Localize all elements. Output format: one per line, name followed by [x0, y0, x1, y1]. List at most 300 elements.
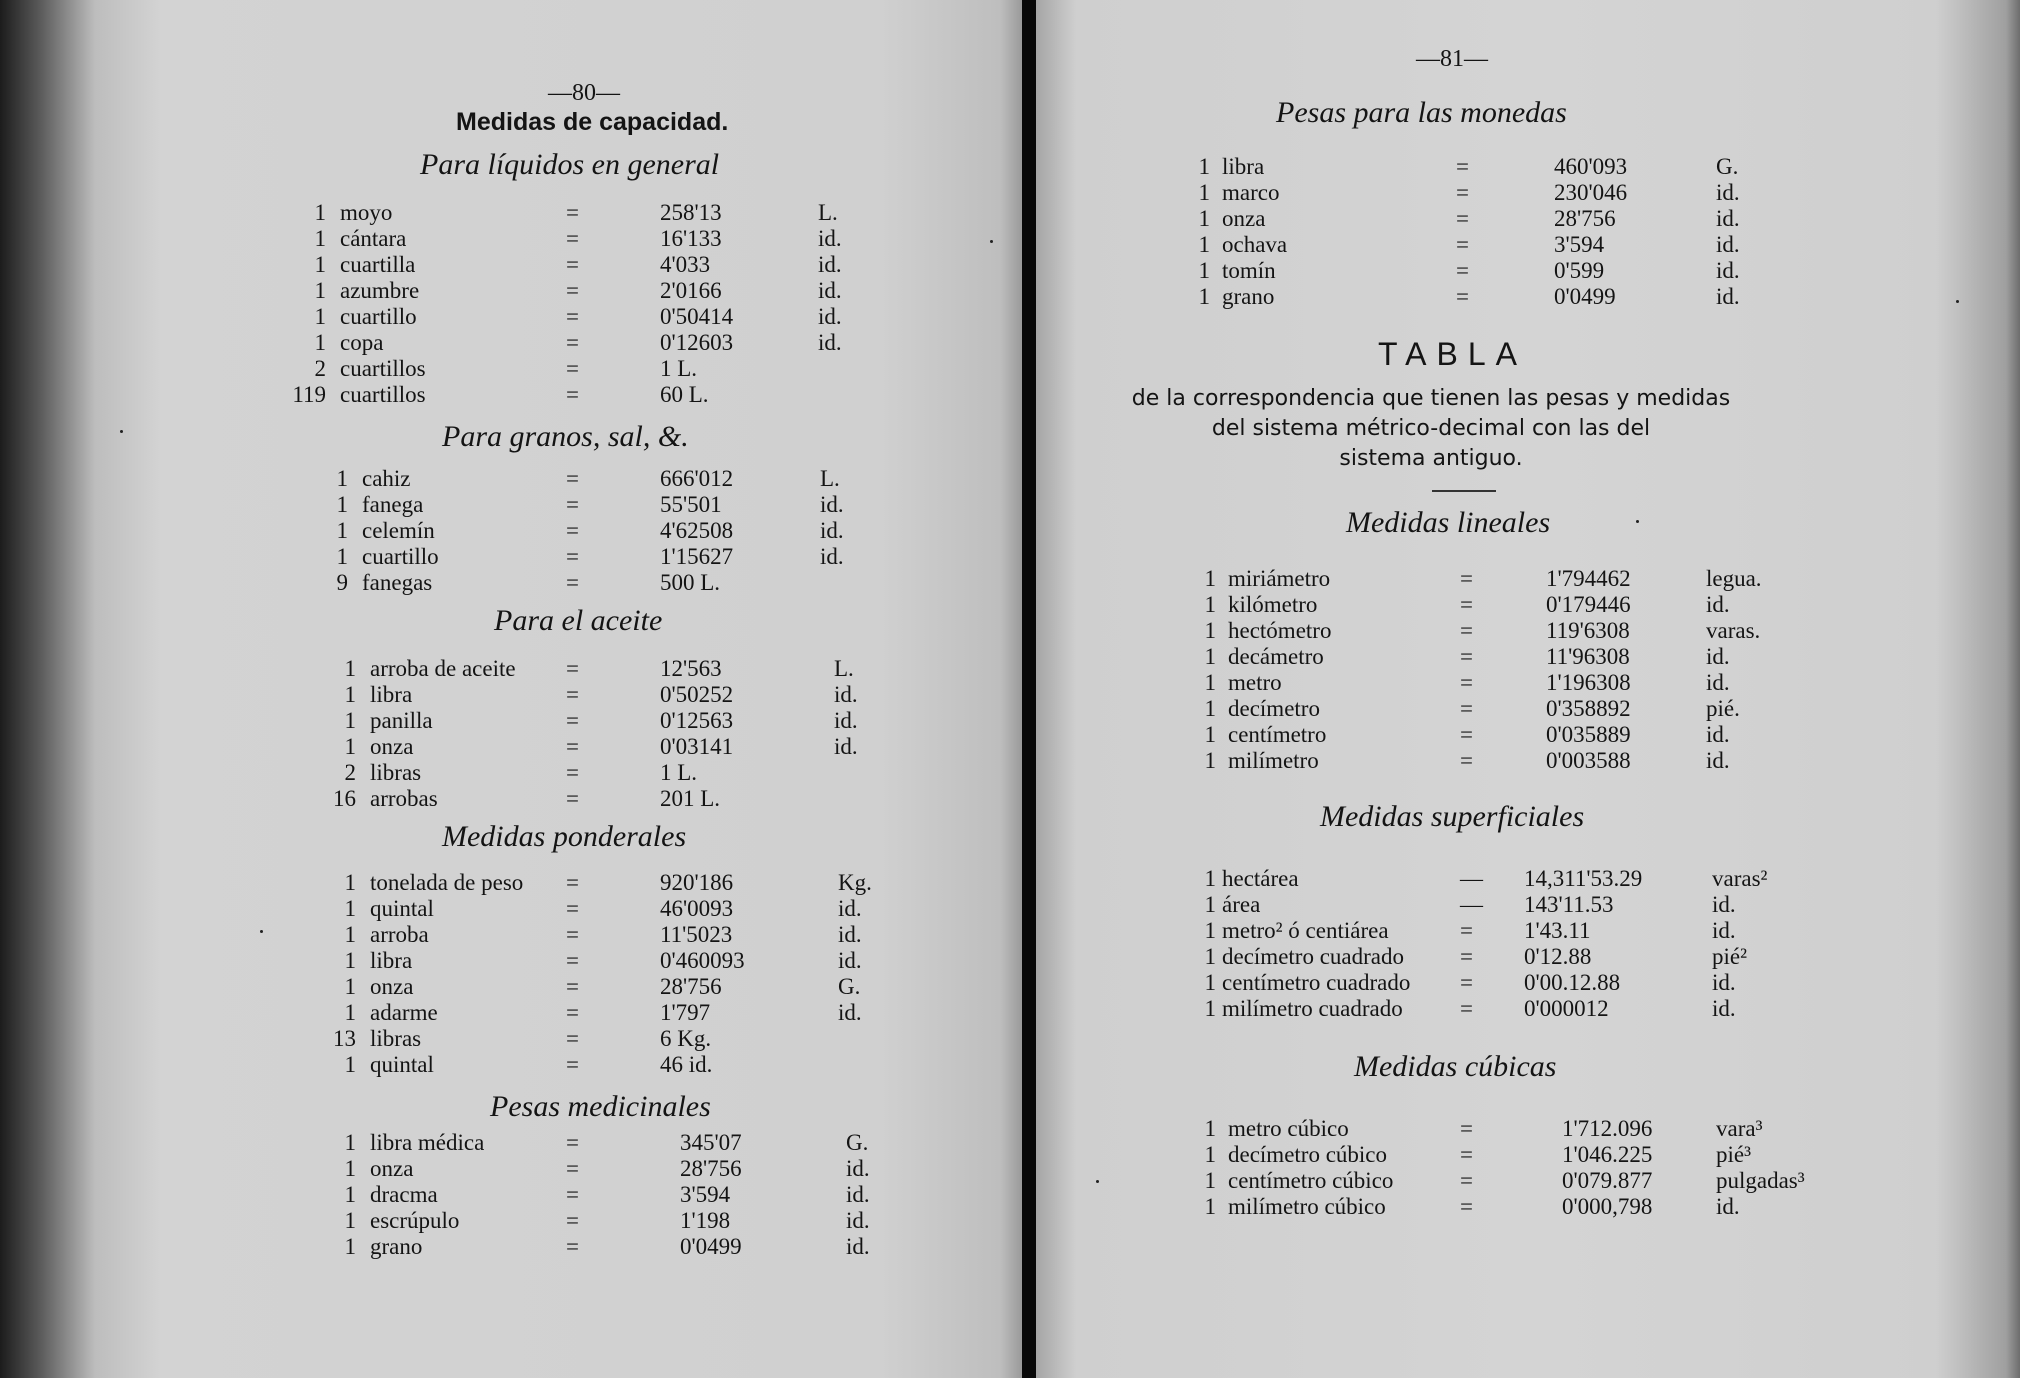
- cell-qty: 1: [344, 734, 356, 759]
- table-row: [0, 682, 1022, 708]
- cell-unit: G.: [846, 1130, 869, 1155]
- cell-name: copa: [340, 330, 384, 355]
- cell-val: 1'43.11: [1524, 918, 1591, 943]
- cell-eq: =: [566, 760, 579, 785]
- cell-unit: id.: [818, 226, 842, 251]
- cell-eq: =: [566, 1052, 579, 1077]
- table-row: [1036, 232, 2020, 258]
- cell-unit: id.: [846, 1156, 870, 1181]
- cell-name: panilla: [370, 708, 433, 733]
- cell-qty: 1: [1204, 618, 1216, 643]
- cell-eq: =: [566, 570, 579, 595]
- cell-qty: 1: [314, 200, 326, 225]
- cell-eq: —: [1460, 866, 1483, 891]
- cell-name: quintal: [370, 896, 434, 921]
- cell-unit: L.: [834, 656, 854, 681]
- section-heading: Para el aceite: [494, 604, 663, 637]
- cell-qty: 1: [344, 1000, 356, 1025]
- cell-unit: id.: [838, 1000, 862, 1025]
- cell-eq: =: [1460, 722, 1473, 747]
- cell-val: 0'599: [1554, 258, 1605, 283]
- cell-unit: id.: [1712, 996, 1736, 1021]
- cell-unit: id.: [818, 252, 842, 277]
- cell-eq: =: [566, 682, 579, 707]
- cell-unit: id.: [838, 922, 862, 947]
- cell-val: 0'00.12.88: [1524, 970, 1621, 995]
- cell-qty: 1: [1198, 180, 1210, 205]
- table-row: [1036, 258, 2020, 284]
- cell-unit: pié³: [1716, 1142, 1751, 1167]
- cell-val: 12'563: [660, 656, 722, 681]
- cell-qty: 1: [344, 870, 356, 895]
- cell-unit: varas.: [1706, 618, 1761, 643]
- cell-name: milímetro cuadrado: [1222, 996, 1403, 1021]
- cell-eq: =: [1460, 1194, 1473, 1219]
- cell-unit: L.: [818, 200, 838, 225]
- cell-qty: 1: [1204, 592, 1216, 617]
- cell-name: fanega: [362, 492, 424, 517]
- tabla-line-1: de la correspondencia que tienen las pesas y medidas: [1131, 386, 1731, 411]
- cell-name: libras: [370, 1026, 422, 1051]
- cell-name: libra médica: [370, 1130, 485, 1155]
- page-number: —80—: [548, 80, 620, 106]
- cell-qty: 1: [314, 330, 326, 355]
- cell-name: dracma: [370, 1182, 438, 1207]
- cell-unit: id.: [1712, 970, 1736, 995]
- table-row: [1036, 644, 2020, 670]
- section-heading: Medidas cúbicas: [1354, 1050, 1557, 1083]
- cell-eq: =: [566, 1234, 579, 1259]
- table-row: [0, 1182, 1022, 1208]
- cell-name: libras: [370, 760, 422, 785]
- cell-eq: =: [566, 786, 579, 811]
- table-row: [0, 974, 1022, 1000]
- cell-eq: =: [1460, 696, 1473, 721]
- cell-eq: =: [1460, 944, 1473, 969]
- tabla-line-3: sistema antiguo.: [1339, 446, 1523, 471]
- cell-qty: 1: [336, 492, 348, 517]
- cell-qty: 1: [344, 1156, 356, 1181]
- cell-name: hectárea: [1222, 866, 1299, 891]
- cell-val: 1 L.: [660, 760, 698, 785]
- cell-val: 258'13: [660, 200, 722, 225]
- table-row: [0, 948, 1022, 974]
- cell-eq: —: [1460, 892, 1483, 917]
- cell-qty: 1: [344, 708, 356, 733]
- cell-name: tomín: [1222, 258, 1276, 283]
- table-row: [0, 1026, 1022, 1052]
- cell-name: metro: [1228, 670, 1282, 695]
- cell-val: 46'0093: [660, 896, 734, 921]
- cell-qty: 1: [1204, 1194, 1216, 1219]
- table-row: [1036, 618, 2020, 644]
- cell-val: 1'198: [680, 1208, 731, 1233]
- cell-eq: =: [566, 356, 579, 381]
- cell-name: onza: [370, 974, 414, 999]
- table-row: [0, 1156, 1022, 1182]
- table-row: [0, 896, 1022, 922]
- cell-name: metro² ó centiárea: [1222, 918, 1389, 943]
- cell-qty: 1: [1204, 644, 1216, 669]
- section-heading: Para granos, sal, &.: [442, 420, 689, 453]
- cell-name: moyo: [340, 200, 393, 225]
- cell-name: metro cúbico: [1228, 1116, 1349, 1141]
- cell-val: 666'012: [660, 466, 734, 491]
- cell-val: 55'501: [660, 492, 722, 517]
- section-heading: Pesas medicinales: [490, 1090, 711, 1123]
- cell-val: 0'12563: [660, 708, 734, 733]
- cell-qty: 1: [1204, 1142, 1216, 1167]
- cell-val: 1'712.096: [1562, 1116, 1653, 1141]
- cell-qty: 1: [1204, 1168, 1216, 1193]
- cell-eq: =: [566, 226, 579, 251]
- table-row: [0, 1000, 1022, 1026]
- cell-qty: 1: [1204, 970, 1216, 995]
- cell-qty: 1: [1204, 996, 1216, 1021]
- cell-val: 28'756: [680, 1156, 742, 1181]
- cell-name: cuartillo: [340, 304, 417, 329]
- cell-qty: 1: [1198, 206, 1210, 231]
- cell-qty: 1: [344, 974, 356, 999]
- cell-eq: =: [566, 466, 579, 491]
- table-row: [0, 656, 1022, 682]
- cell-name: azumbre: [340, 278, 420, 303]
- cell-qty: 1: [1204, 918, 1216, 943]
- cell-unit: id.: [1716, 180, 1740, 205]
- table-row: [1036, 284, 2020, 310]
- table-row: [1036, 1116, 2020, 1142]
- cell-unit: id.: [1706, 592, 1730, 617]
- cell-val: 0'12603: [660, 330, 734, 355]
- cell-name: centímetro cúbico: [1228, 1168, 1394, 1193]
- cell-unit: pulgadas³: [1716, 1168, 1805, 1193]
- cell-val: 345'07: [680, 1130, 742, 1155]
- cell-name: decímetro: [1228, 696, 1320, 721]
- cell-qty: 1: [344, 1234, 356, 1259]
- cell-val: 3'594: [680, 1182, 731, 1207]
- cell-eq: =: [1456, 258, 1469, 283]
- cell-unit: id.: [834, 708, 858, 733]
- cell-unit: id.: [846, 1182, 870, 1207]
- cell-eq: =: [566, 870, 579, 895]
- cell-name: cuartillo: [362, 544, 439, 569]
- cell-unit: id.: [846, 1234, 870, 1259]
- cell-eq: =: [1460, 644, 1473, 669]
- cell-eq: =: [566, 518, 579, 543]
- cell-val: 16'133: [660, 226, 722, 251]
- cell-val: 0'000,798: [1562, 1194, 1653, 1219]
- cell-eq: =: [566, 278, 579, 303]
- cell-unit: id.: [1706, 722, 1730, 747]
- cell-qty: 1: [314, 278, 326, 303]
- cell-eq: =: [1460, 748, 1473, 773]
- cell-val: 0'0499: [1554, 284, 1616, 309]
- cell-val: 230'046: [1554, 180, 1628, 205]
- cell-unit: id.: [820, 544, 844, 569]
- table-row: [0, 922, 1022, 948]
- cell-name: adarme: [370, 1000, 438, 1025]
- cell-name: área: [1222, 892, 1261, 917]
- cell-name: ochava: [1222, 232, 1288, 257]
- cell-eq: =: [566, 734, 579, 759]
- table-row: [0, 518, 1022, 544]
- cell-eq: =: [1456, 206, 1469, 231]
- cell-name: cuartillos: [340, 382, 426, 407]
- table-row: [0, 786, 1022, 812]
- cell-qty: 1: [1204, 748, 1216, 773]
- cell-eq: =: [566, 544, 579, 569]
- cell-qty: 1: [344, 922, 356, 947]
- cell-unit: id.: [1716, 206, 1740, 231]
- cell-val: 500 L.: [660, 570, 721, 595]
- cell-name: celemín: [362, 518, 435, 543]
- table-row: [1036, 722, 2020, 748]
- cell-qty: 1: [344, 1208, 356, 1233]
- cell-val: 920'186: [660, 870, 734, 895]
- cell-name: arrobas: [370, 786, 438, 811]
- cell-unit: id.: [818, 304, 842, 329]
- section-heading: Medidas superficiales: [1320, 800, 1585, 833]
- cell-unit: id.: [1712, 892, 1736, 917]
- cell-name: libra: [1222, 154, 1265, 179]
- cell-unit: L.: [820, 466, 840, 491]
- cell-val: 11'5023: [660, 922, 733, 947]
- table-row: [1036, 748, 2020, 774]
- cell-unit: id.: [838, 948, 862, 973]
- cell-eq: =: [566, 708, 579, 733]
- cell-qty: 2: [314, 356, 326, 381]
- section-heading: Para líquidos en general: [420, 148, 720, 181]
- cell-name: centímetro cuadrado: [1222, 970, 1411, 995]
- cell-val: 1'046.225: [1562, 1142, 1653, 1167]
- tabla-line-2: del sistema métrico-decimal con las del: [1211, 416, 1651, 441]
- cell-unit: id.: [820, 518, 844, 543]
- cell-eq: =: [566, 1208, 579, 1233]
- cell-name: kilómetro: [1228, 592, 1318, 617]
- cell-name: milímetro cúbico: [1228, 1194, 1386, 1219]
- cell-unit: vara³: [1716, 1116, 1763, 1141]
- table-row: [1036, 1168, 2020, 1194]
- table-row: [1036, 918, 2020, 944]
- cell-val: 1'15627: [660, 544, 734, 569]
- cell-val: 3'594: [1554, 232, 1605, 257]
- cell-name: cahiz: [362, 466, 411, 491]
- cell-eq: =: [1456, 180, 1469, 205]
- cell-eq: =: [1460, 566, 1473, 591]
- cell-qty: 1: [314, 304, 326, 329]
- cell-unit: id.: [1716, 258, 1740, 283]
- cell-eq: =: [1460, 1116, 1473, 1141]
- table-row: [0, 252, 1022, 278]
- cell-eq: =: [566, 1130, 579, 1155]
- table-row: [0, 330, 1022, 356]
- cell-eq: =: [566, 1000, 579, 1025]
- cell-eq: =: [566, 896, 579, 921]
- cell-unit: id.: [834, 682, 858, 707]
- cell-val: 0'03141: [660, 734, 734, 759]
- cell-val: 4'033: [660, 252, 711, 277]
- cell-name: arroba de aceite: [370, 656, 516, 681]
- cell-val: 2'0166: [660, 278, 722, 303]
- section-heading: Medidas ponderales: [442, 820, 687, 853]
- page-title: Medidas de capacidad.: [456, 108, 729, 136]
- cell-val: 1'196308: [1546, 670, 1631, 695]
- cell-eq: =: [566, 922, 579, 947]
- cell-eq: =: [566, 200, 579, 225]
- cell-unit: id.: [820, 492, 844, 517]
- table-row: [0, 304, 1022, 330]
- cell-val: 0'179446: [1546, 592, 1631, 617]
- book-gutter: [1022, 0, 1036, 1378]
- cell-qty: 1: [344, 896, 356, 921]
- page-number: —81—: [1416, 46, 1488, 72]
- cell-unit: id.: [818, 330, 842, 355]
- cell-qty: 1: [1198, 154, 1210, 179]
- cell-qty: 9: [336, 570, 348, 595]
- cell-val: 11'96308: [1546, 644, 1630, 669]
- cell-qty: 119: [292, 382, 326, 407]
- table-row: [1036, 206, 2020, 232]
- cell-qty: 1: [344, 1182, 356, 1207]
- cell-eq: =: [566, 382, 579, 407]
- table-row: [1036, 944, 2020, 970]
- cell-eq: =: [1460, 996, 1473, 1021]
- cell-unit: id.: [1716, 1194, 1740, 1219]
- cell-name: cuartillos: [340, 356, 426, 381]
- cell-qty: 1: [336, 544, 348, 569]
- table-row: [0, 356, 1022, 382]
- cell-name: libra: [370, 948, 413, 973]
- cell-unit: id.: [1716, 284, 1740, 309]
- cell-qty: 1: [336, 466, 348, 491]
- cell-val: 1'794462: [1546, 566, 1631, 591]
- cell-val: 460'093: [1554, 154, 1628, 179]
- table-row: [1036, 592, 2020, 618]
- cell-unit: Kg.: [838, 870, 872, 895]
- cell-qty: 1: [314, 252, 326, 277]
- cell-unit: G.: [1716, 154, 1739, 179]
- cell-val: 28'756: [660, 974, 722, 999]
- cell-qty: 1: [1198, 284, 1210, 309]
- cell-name: cántara: [340, 226, 407, 251]
- cell-val: 0'358892: [1546, 696, 1631, 721]
- cell-name: escrúpulo: [370, 1208, 460, 1233]
- cell-unit: id.: [1706, 644, 1730, 669]
- cell-val: 14,311'53.29: [1524, 866, 1643, 891]
- table-row: [0, 760, 1022, 786]
- cell-eq: =: [566, 330, 579, 355]
- cell-name: tonelada de peso: [370, 870, 524, 895]
- cell-val: 0'0499: [680, 1234, 742, 1259]
- cell-name: libra: [370, 682, 413, 707]
- section-heading: Pesas para las monedas: [1276, 96, 1567, 129]
- cell-val: 0'000012: [1524, 996, 1609, 1021]
- cell-unit: id.: [1706, 748, 1730, 773]
- table-row: [1036, 1142, 2020, 1168]
- table-row: [0, 492, 1022, 518]
- cell-qty: 16: [333, 786, 356, 811]
- cell-name: onza: [370, 1156, 414, 1181]
- cell-unit: id.: [846, 1208, 870, 1233]
- cell-unit: varas²: [1712, 866, 1768, 891]
- cell-val: 1 L.: [660, 356, 698, 381]
- cell-eq: =: [566, 1182, 579, 1207]
- table-row: [0, 466, 1022, 492]
- cell-name: arroba: [370, 922, 429, 947]
- table-row: [0, 1130, 1022, 1156]
- cell-unit: id.: [1712, 918, 1736, 943]
- table-row: [1036, 566, 2020, 592]
- cell-unit: G.: [838, 974, 861, 999]
- cell-val: 4'62508: [660, 518, 734, 543]
- cell-eq: =: [566, 1026, 579, 1051]
- table-row: [0, 734, 1022, 760]
- cell-eq: =: [1456, 232, 1469, 257]
- cell-unit: id.: [1716, 232, 1740, 257]
- cell-name: hectómetro: [1228, 618, 1332, 643]
- cell-eq: =: [566, 948, 579, 973]
- cell-eq: =: [1456, 154, 1469, 179]
- cell-unit: pié.: [1706, 696, 1740, 721]
- cell-eq: =: [566, 252, 579, 277]
- cell-unit: id.: [1706, 670, 1730, 695]
- cell-qty: 1: [314, 226, 326, 251]
- cell-val: 119'6308: [1546, 618, 1630, 643]
- table-row: [1036, 892, 2020, 918]
- cell-name: milímetro: [1228, 748, 1319, 773]
- cell-eq: =: [1460, 592, 1473, 617]
- cell-qty: 1: [1204, 670, 1216, 695]
- table-row: [0, 382, 1022, 408]
- cell-val: 0'50252: [660, 682, 734, 707]
- cell-val: 0'003588: [1546, 748, 1631, 773]
- cell-unit: pié²: [1712, 944, 1747, 969]
- cell-val: 60 L.: [660, 382, 709, 407]
- cell-qty: 1: [1204, 892, 1216, 917]
- cell-qty: 2: [344, 760, 356, 785]
- cell-name: miriámetro: [1228, 566, 1331, 591]
- table-row: [1036, 1194, 2020, 1220]
- cell-qty: 1: [336, 518, 348, 543]
- cell-eq: =: [566, 974, 579, 999]
- cell-name: decímetro cúbico: [1228, 1142, 1388, 1167]
- cell-qty: 1: [1204, 1116, 1216, 1141]
- table-row: [1036, 154, 2020, 180]
- cell-val: 0'460093: [660, 948, 745, 973]
- table-title: TABLA: [1378, 336, 1527, 372]
- cell-name: cuartilla: [340, 252, 416, 277]
- cell-eq: =: [1460, 1142, 1473, 1167]
- cell-name: quintal: [370, 1052, 434, 1077]
- right-page: [1036, 0, 2020, 1378]
- cell-eq: =: [1460, 670, 1473, 695]
- cell-eq: =: [566, 1156, 579, 1181]
- cell-unit: id.: [818, 278, 842, 303]
- table-row: [1036, 996, 2020, 1022]
- cell-qty: 1: [344, 1052, 356, 1077]
- cell-unit: id.: [834, 734, 858, 759]
- table-row: [0, 226, 1022, 252]
- cell-name: decámetro: [1228, 644, 1324, 669]
- cell-name: grano: [1222, 284, 1275, 309]
- cell-qty: 13: [333, 1026, 356, 1051]
- cell-qty: 1: [1198, 232, 1210, 257]
- table-row: [0, 708, 1022, 734]
- cell-eq: =: [1460, 970, 1473, 995]
- cell-name: decímetro cuadrado: [1222, 944, 1404, 969]
- cell-val: 6 Kg.: [660, 1026, 712, 1051]
- table-row: [0, 1208, 1022, 1234]
